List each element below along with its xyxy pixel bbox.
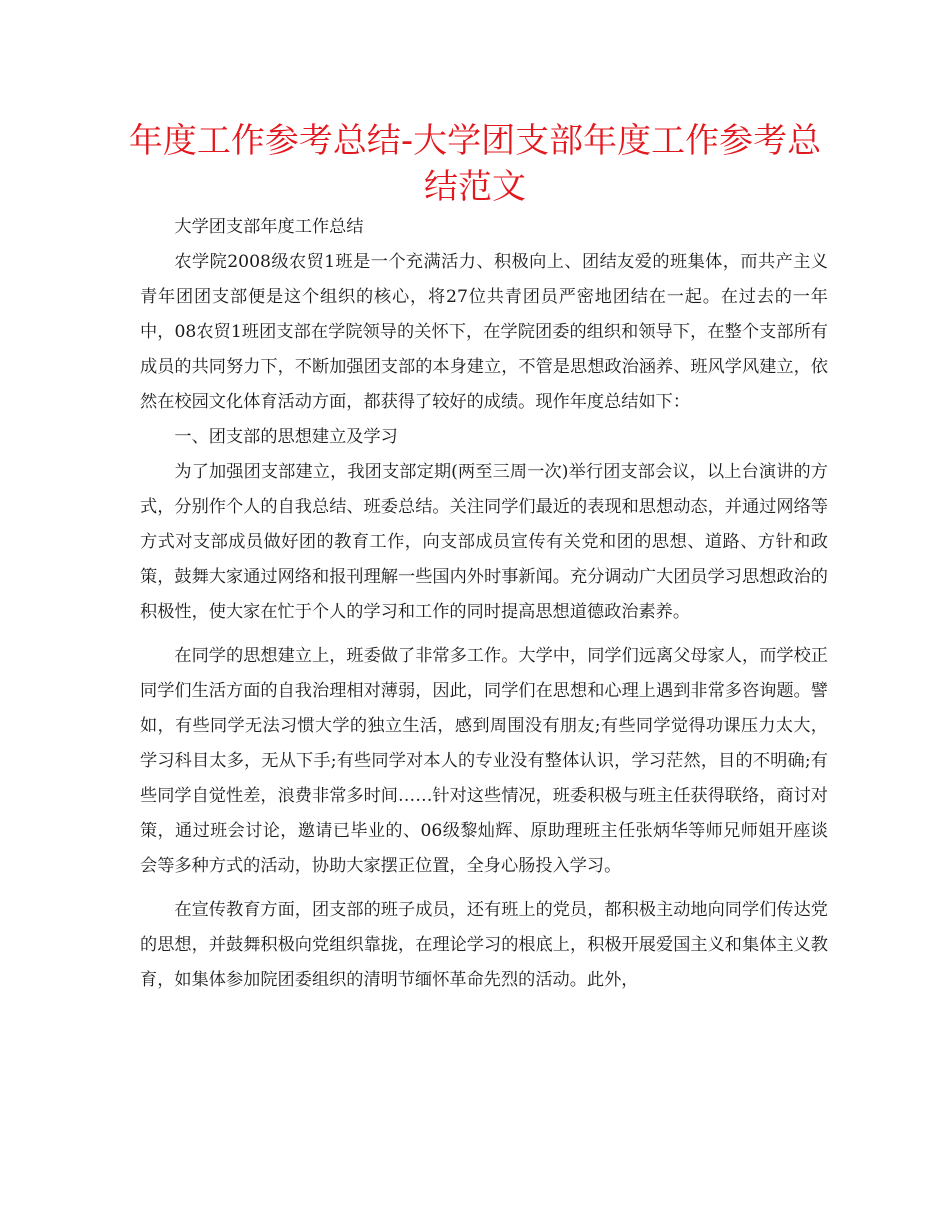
section-heading: 一、团支部的思想建立及学习 (174, 427, 398, 447)
paragraph-body: 为了加强团支部建立，我团支部定期(两至三周一次)举行团支部会议，以上台演讲的方式，分别作个人的自我总结、班委总结。关注同学们最近的表现和思想动态，并通过网络等方式对支部成员做好团的教育工作，向支部成员宣传有关党和团的思想、道路、方针和政策，鼓舞大家通过网络和报刊理解一些国内外时事新闻。充分调动广大团员学习思想政治的积极性，使大家在忙于个人的学习和工作的同时提高思想道德政治素养。 (140, 462, 828, 622)
paragraph-body: 在同学的思想建立上，班委做了非常多工作。大学中，同学们远离父母家人，而学校正同学们生活方面的自我治理相对薄弱，因此，同学们在思想和心理上遇到非常多咨询题。譬如，有些同学无法习惯大学的独立生活，感到周围没有朋友;有些同学觉得功课压力太大，学习科目太多，无从下手;有些同学对本人的专业没有整体认识，学习茫然，目的不明确;有些同学自觉性差，浪费非常多时间……针对这些情况，班委积极与班主任获得联络，商讨对策，通过班会讨论，邀请已毕业的、06级黎灿辉、原助理班主任张炳华等师兄师姐开座谈会等多种方式的活动，协助大家摆正位置，全身心肠投入学习。 (140, 646, 828, 876)
paragraph-intro: 农学院2008级农贸1班是一个充满活力、积极向上、团结友爱的班集体，而共产主义青年团团支部便是这个组织的核心，将27位共青团员严密地团结在一起。在过去的一年中，08农贸1班团支部在学院领导的关怀下，在学院团委的组织和领导下，在整个支部所有成员的共同努力下，不断加强团支部的本身建立，不管是思想政治涵养、班风学风建立，依然在校园文化体育活动方面，都获得了较好的成绩。现作年度总结如下： (140, 252, 828, 412)
paragraph-subtitle: 大学团支部年度工作总结 (174, 217, 364, 237)
paragraph-body: 在宣传教育方面，团支部的班子成员，还有班上的党员，都积极主动地向同学们传达党的思想，并鼓舞积极向党组织靠拢，在理论学习的根底上，积极开展爱国主义和集体主义教育，如集体参加院团委组织的清明节缅怀革命先烈的活动。此外， (140, 900, 828, 990)
document-body (140, 210, 828, 998)
document-title: 年度工作参考总结-大学团支部年度工作参考总结范文 (128, 121, 822, 207)
